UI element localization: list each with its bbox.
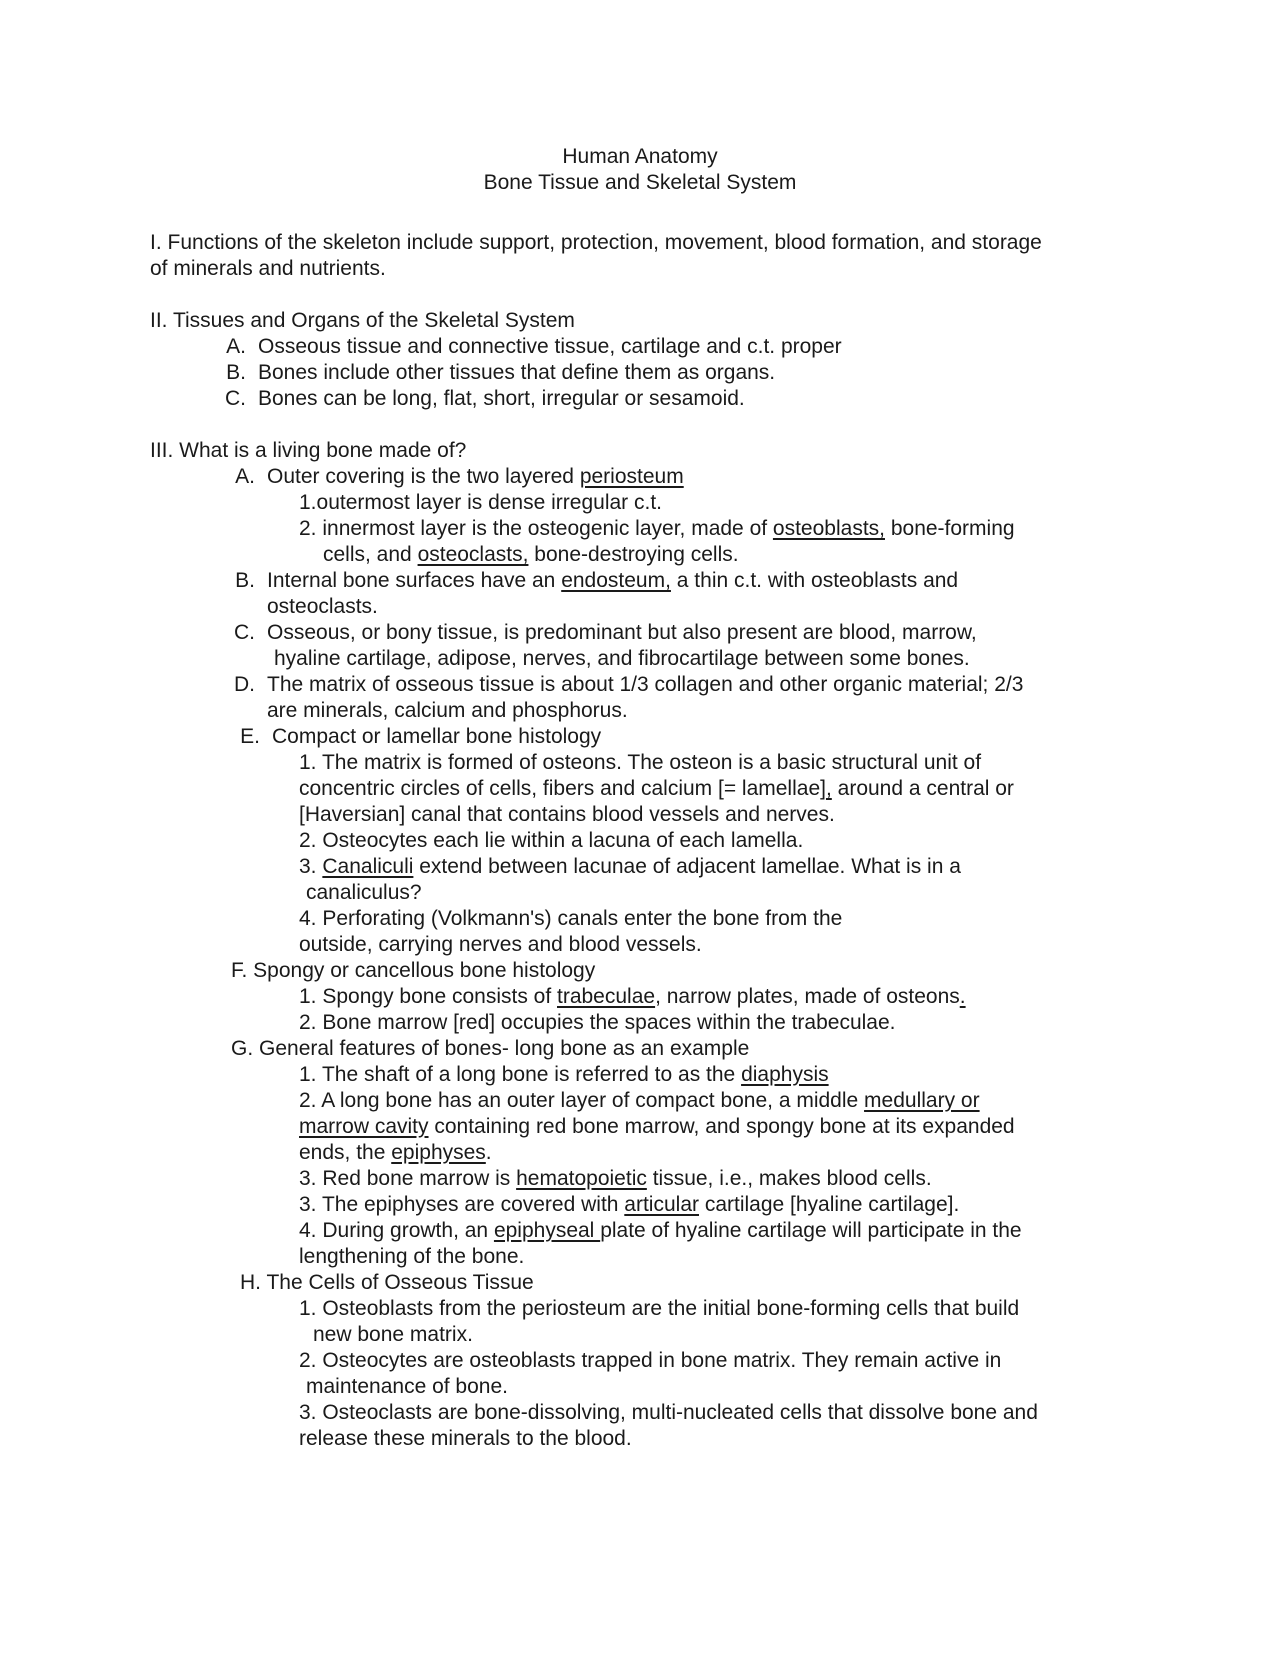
term-articular: articular xyxy=(624,1193,699,1216)
section3-e3-line1 xyxy=(299,854,961,880)
section3-e1-line3: [Haversian] canal that contains blood vessels and nerves. xyxy=(299,803,835,826)
term-medullary: medullary or xyxy=(864,1089,980,1112)
text-run: ends, the xyxy=(299,1141,392,1164)
text-run: cartilage [hyaline cartilage]. xyxy=(699,1193,960,1216)
section2-item-a xyxy=(210,334,842,360)
section3-g3b xyxy=(299,1192,959,1218)
section3-g4-line2: lengthening of the bone. xyxy=(299,1245,525,1268)
text-run: tissue, i.e., makes blood cells. xyxy=(646,1167,932,1190)
text-run: bone-forming xyxy=(885,517,1015,540)
section3-e4-line1: 4. Perforating (Volkmann's) canals enter the bone from the xyxy=(299,907,843,930)
term-periosteum: periosteum xyxy=(579,465,684,488)
section3-g-heading: G. General features of bones- long bone as an example xyxy=(231,1037,750,1060)
section3-a2-line1 xyxy=(299,516,1015,542)
section3-c-line2: hyaline cartilage, adipose, nerves, and fibrocartilage between some bones. xyxy=(274,647,970,670)
text-run: Osseous, or bony tissue, is predominant but also present are blood, marrow, xyxy=(267,621,977,644)
section3-d-line2: are minerals, calcium and phosphorus. xyxy=(267,699,628,722)
section3-g3a xyxy=(299,1166,932,1192)
item-text: Bones include other tissues that define them as organs. xyxy=(258,361,776,384)
page-subtitle: Bone Tissue and Skeletal System xyxy=(483,171,797,194)
section3-g4-line1 xyxy=(299,1218,1022,1244)
text-run: around a central or xyxy=(831,777,1014,800)
section2-item-c xyxy=(210,386,745,412)
underlined-period: . xyxy=(959,985,966,1008)
section3-h2-line1: 2. Osteocytes are osteoblasts trapped in bone matrix. They remain active in xyxy=(299,1349,1002,1372)
section3-e1-line1: 1. The matrix is formed of osteons. The osteon is a basic structural unit of xyxy=(299,751,982,774)
section2-heading: II. Tissues and Organs of the Skeletal System xyxy=(150,309,575,332)
term-endosteum: endosteum, xyxy=(561,569,671,592)
section3-heading: III. What is a living bone made of? xyxy=(150,439,467,462)
text-run: concentric circles of cells, fibers and calcium [= lamellae] xyxy=(299,777,826,800)
section3-a1: 1.outermost layer is dense irregular c.t. xyxy=(299,491,662,514)
section3-h3-line2: release these minerals to the blood. xyxy=(299,1427,632,1450)
text-run: 2. A long bone has an outer layer of compact bone, a middle xyxy=(299,1089,865,1112)
section3-f2: 2. Bone marrow [red] occupies the spaces within the trabeculae. xyxy=(299,1011,896,1034)
item-label: B. xyxy=(235,569,255,592)
section3-g2-line3 xyxy=(299,1140,492,1166)
section3-h3-line1: 3. Osteoclasts are bone-dissolving, multi-nucleated cells that dissolve bone and xyxy=(299,1401,1038,1424)
section3-f-heading: F. Spongy or cancellous bone histology xyxy=(231,959,596,982)
text-run: a thin c.t. with osteoblasts and xyxy=(670,569,959,592)
text-run: containing red bone marrow, and spongy bone at its expanded xyxy=(428,1115,1015,1138)
item-text: Outer covering is the two layered xyxy=(267,465,580,488)
item-label: E. xyxy=(240,725,260,748)
text-run: extend between lacunae of adjacent lamellae. What is in a xyxy=(413,855,961,878)
section3-g2-line1 xyxy=(299,1088,980,1114)
section3-a2-line2 xyxy=(323,542,739,568)
text-run: 2. innermost layer is the osteogenic layer, made of xyxy=(299,517,773,540)
item-label: A. xyxy=(235,465,255,488)
page-title: Human Anatomy xyxy=(562,145,718,168)
text-run: Compact or lamellar bone histology xyxy=(272,725,602,748)
section3-item-a xyxy=(219,464,684,490)
text-run: , narrow plates, made of osteons xyxy=(655,985,960,1008)
text-run: 1. The shaft of a long bone is referred to as the xyxy=(299,1063,742,1086)
text-run: 1. Spongy bone consists of xyxy=(299,985,557,1008)
underlined-comma: , xyxy=(825,777,832,800)
term-hematopoietic: hematopoietic xyxy=(516,1167,647,1190)
section3-g1 xyxy=(299,1062,829,1088)
section3-item-c xyxy=(219,620,977,646)
item-label: C. xyxy=(234,621,255,644)
text-run: cells, and xyxy=(323,543,418,566)
text-run: The matrix of osseous tissue is about 1/3 collagen and other organic material; 2/3 xyxy=(267,673,1024,696)
text-run: 3. The epiphyses are covered with xyxy=(299,1193,625,1216)
text-run: . xyxy=(485,1141,492,1164)
section3-h2-line2: maintenance of bone. xyxy=(306,1375,508,1398)
section3-h1-line2: new bone matrix. xyxy=(313,1323,473,1346)
text-run: 3. xyxy=(299,855,323,878)
section3-e2: 2. Osteocytes each lie within a lacuna of each lamella. xyxy=(299,829,804,852)
section3-g2-line2 xyxy=(299,1114,1015,1140)
section3-item-e xyxy=(224,724,601,750)
text-run: plate of hyaline cartilage will participate in the xyxy=(600,1219,1022,1242)
term-epiphyses: epiphyses xyxy=(391,1141,486,1164)
term-epiphyseal: epiphyseal xyxy=(493,1219,601,1242)
term-canaliculi: Canaliculi xyxy=(322,855,414,878)
section3-b-line2: osteoclasts. xyxy=(267,595,378,618)
section3-item-b xyxy=(219,568,958,594)
term-trabeculae: trabeculae xyxy=(557,985,656,1008)
text-run: Internal bone surfaces have an xyxy=(267,569,562,592)
section3-h1-line1: 1. Osteoblasts from the periosteum are the initial bone-forming cells that build xyxy=(299,1297,1020,1320)
term-diaphysis: diaphysis xyxy=(741,1063,829,1086)
section3-e3-line2: canaliculus? xyxy=(306,881,422,904)
section3-f1 xyxy=(299,984,966,1010)
item-text: Bones can be long, flat, short, irregular or sesamoid. xyxy=(258,387,745,410)
item-label: D. xyxy=(234,673,255,696)
section3-h-heading: H. The Cells of Osseous Tissue xyxy=(240,1271,534,1294)
section3-e1-line2 xyxy=(299,776,1014,802)
text-run: 4. During growth, an xyxy=(299,1219,494,1242)
section2-item-b xyxy=(210,360,775,386)
term-marrow-cavity: marrow cavity xyxy=(299,1115,429,1138)
text-run: bone-destroying cells. xyxy=(528,543,739,566)
term-osteoblasts: osteoblasts, xyxy=(772,517,885,540)
section1-line2: of minerals and nutrients. xyxy=(150,257,386,280)
section3-e4-line2: outside, carrying nerves and blood vessels. xyxy=(299,933,702,956)
section1-line1: I. Functions of the skeleton include support, protection, movement, blood formation, and storage xyxy=(150,231,1042,254)
item-label: A. xyxy=(226,335,246,358)
item-label: C. xyxy=(225,387,246,410)
item-text: Osseous tissue and connective tissue, cartilage and c.t. proper xyxy=(258,335,842,358)
section3-item-d xyxy=(219,672,1023,698)
term-osteoclasts: osteoclasts, xyxy=(417,543,529,566)
text-run: 3. Red bone marrow is xyxy=(299,1167,517,1190)
item-label: B. xyxy=(226,361,246,384)
